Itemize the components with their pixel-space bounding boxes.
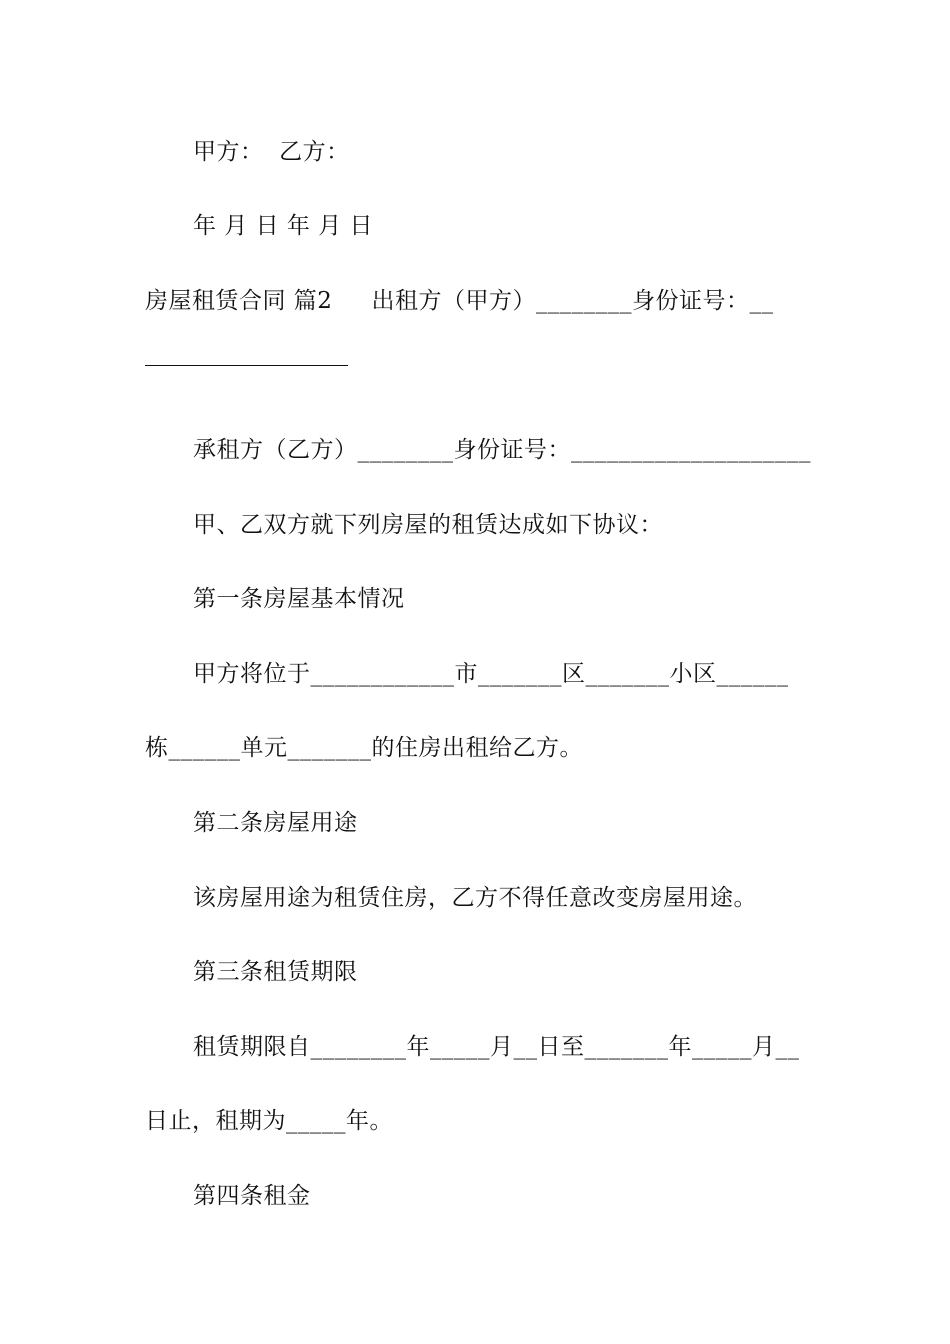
contract-title-lessor-line: 房屋租赁合同 篇2 出租方（甲方）________身份证号：__ [145,288,774,314]
lessee-line: 承租方（乙方）________身份证号：____________________ [193,437,811,463]
article-1-heading: 第一条房屋基本情况 [193,586,405,612]
id-number-blank [145,365,348,366]
article-2-heading: 第二条房屋用途 [193,810,358,836]
agreement-intro: 甲、乙双方就下列房屋的租赁达成如下协议： [193,512,663,538]
article-3-text-line-2: 日止，租期为_____年。 [145,1108,393,1134]
article-4-heading: 第四条租金 [193,1183,311,1209]
article-3-heading: 第三条租赁期限 [193,959,358,985]
article-3-text-line-1: 租赁期限自________年_____月__日至_______年_____月__ [193,1034,800,1060]
article-2-text: 该房屋用途为租赁住房，乙方不得任意改变房屋用途。 [193,885,757,911]
signature-date-line: 年 月 日 年 月 日 [193,213,374,239]
article-1-text-line-2: 栋______单元_______的住房出租给乙方。 [145,735,583,761]
signature-parties-line: 甲方： 乙方： [193,139,350,165]
article-1-text-line-1: 甲方将位于____________市_______区_______小区______ [193,661,789,687]
